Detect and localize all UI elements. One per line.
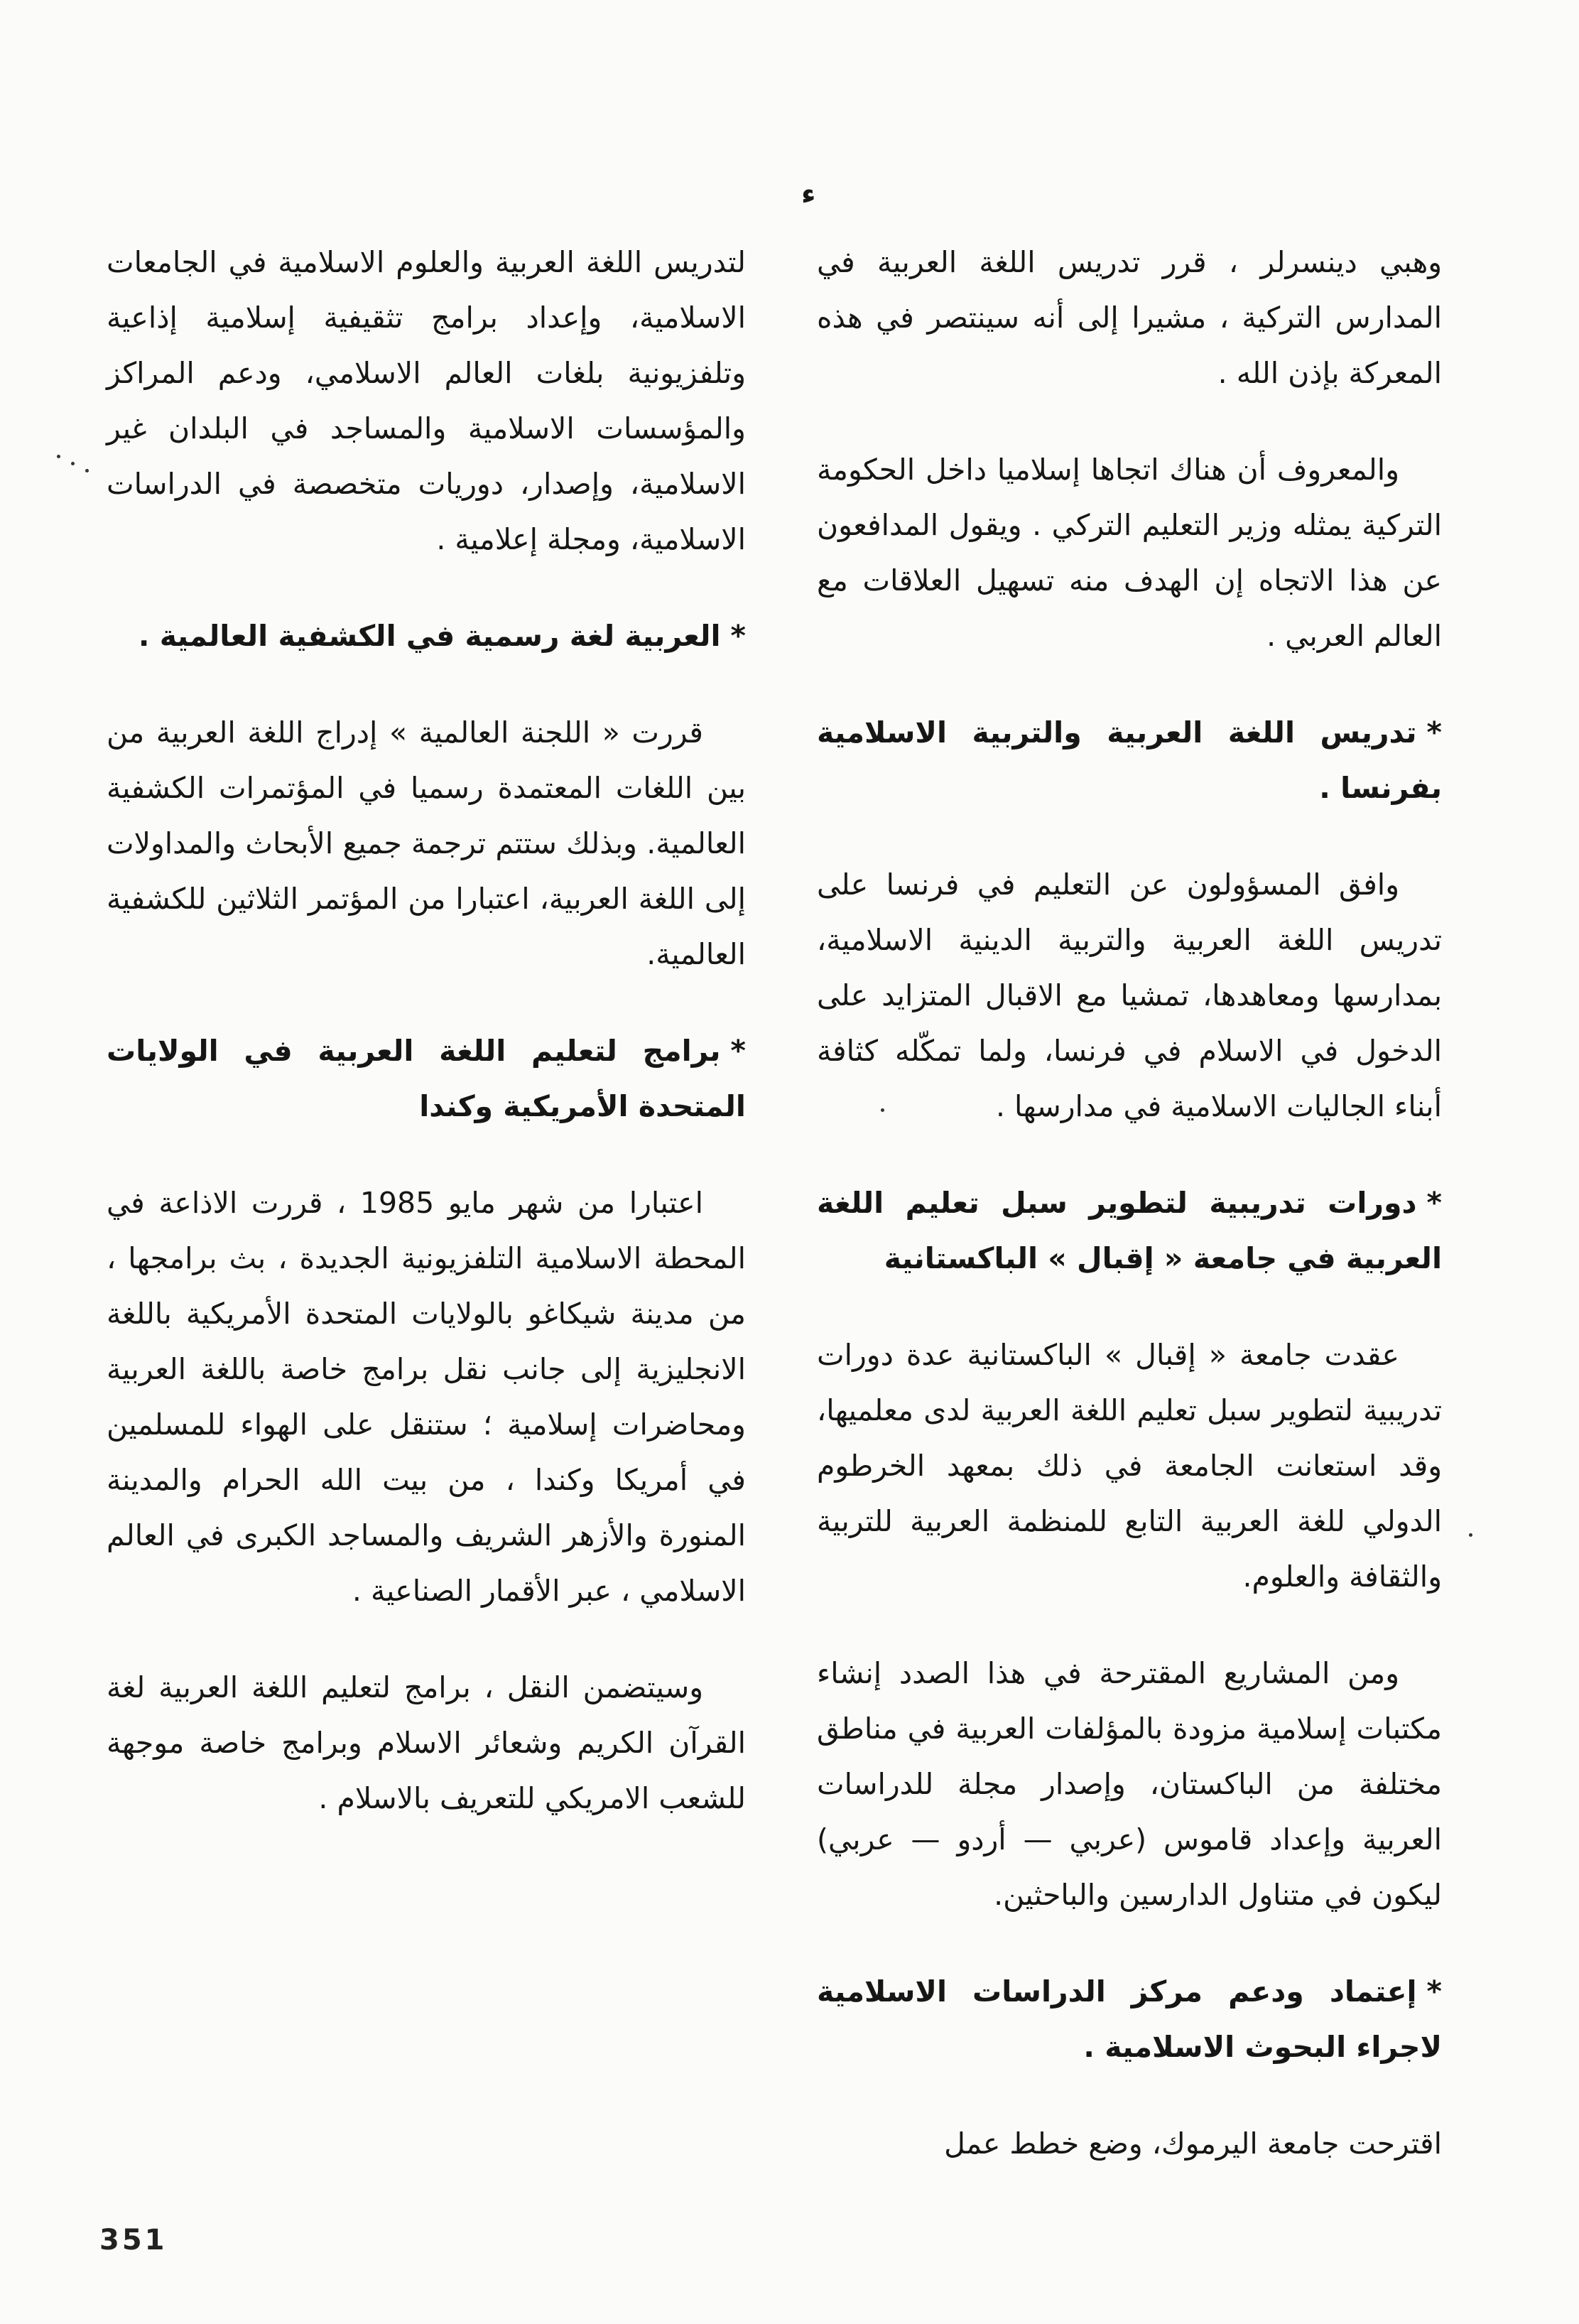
left-column [107, 234, 746, 1867]
left-paragraph-2: قررت « اللجنة العالمية » إدراج اللغة العربية من بين اللغات المعتمدة رسميا في المؤتمرات الكشفية العالمية. وبذلك ستتم ترجمة جميع الأبحاث والمداولات إلى اللغة العربية، اعتبارا من المؤتمر الثلاثين للكشفية العالمية. [107, 715, 746, 971]
asterisk-icon: * [1426, 1186, 1442, 1220]
left-heading-2-text: برامج لتعليم اللغة العربية في الولايات المتحدة الأمريكية وكندا [107, 1034, 746, 1123]
page-number: 351 [99, 2224, 168, 2257]
left-paragraph-3: اعتبارا من شهر مايو 1985 ، قررت الاذاعة في المحطة الاسلامية التلفزيونية الجديدة ، بث برامجها ، من مدينة شيكاغو بالولايات المتحدة الأمريكية باللغة الانجليزية إلى جانب نقل برامج خاصة باللغة العربية ومحاضرات إسلامية ؛ ستنقل على الهواء للمسلمين في أمريكا وكندا ، من بيت الله الحرام والمدينة المنورة والأزهر الشريف والمساجد الكبرى في العالم الاسلامي ، عبر الأقمار الصناعية . [107, 1186, 746, 1608]
scan-speck [57, 455, 60, 458]
right-paragraph-6: اقترحت جامعة اليرموك، وضع خطط عمل [944, 2126, 1442, 2161]
scan-speck [881, 1108, 884, 1112]
left-heading-2 [107, 1023, 746, 1134]
asterisk-icon: * [1426, 1974, 1442, 2009]
right-paragraph-4: عقدت جامعة « إقبال » الباكستانية عدة دورات تدريبية لتطوير سبل تعليم اللغة العربية لدى معلميها، وقد استعانت الجامعة في ذلك بمعهد الخرطوم الدولي للغة العربية التابع للمنظمة العربية للتربية والثقافة والعلوم. [817, 1338, 1442, 1594]
scan-speck [85, 469, 89, 472]
left-paragraph-1: لتدريس اللغة العربية والعلوم الاسلامية في الجامعات الاسلامية، وإعداد برامج تثقيفية إسلامية إذاعية وتلفزيونية بلغات العالم الاسلامي، ودعم المراكز والمؤسسات الاسلامية والمساجد في البلدان غير الاسلامية، وإصدار، دوريات متخصصة في الدراسات الاسلامية، ومجلة إعلامية . [107, 245, 746, 556]
top-mark: ء [801, 178, 816, 210]
right-paragraph-5: ومن المشاريع المقترحة في هذا الصدد إنشاء مكتبات إسلامية مزودة بالمؤلفات العربية في مناطق مختلفة من الباكستان، وإصدار مجلة للدراسات العربية وإعداد قاموس (عربي — أردو — عربي) ليكون في متناول الدارسين والباحثين. [817, 1656, 1442, 1912]
asterisk-icon: * [1426, 715, 1442, 750]
asterisk-icon: * [730, 1034, 746, 1068]
asterisk-icon: * [730, 619, 746, 653]
left-paragraph-4: وسيتضمن النقل ، برامج لتعليم اللغة العربية لغة القرآن الكريم وشعائر الاسلام وبرامج خاصة موجهة للشعب الامريكي للتعريف بالاسلام . [107, 1670, 746, 1815]
scan-speck [1469, 1533, 1472, 1537]
left-heading-1 [107, 608, 746, 664]
right-heading-1-text: تدريس اللغة العربية والتربية الاسلامية بفرنسا . [817, 715, 1442, 805]
left-heading-1-text: العربية لغة رسمية في الكشفية العالمية . [138, 619, 721, 653]
right-paragraph-3: وافق المسؤولون عن التعليم في فرنسا على تدريس اللغة العربية والتربية الدينية الاسلامية، بمدارسها ومعاهدها، تمشيا مع الاقبال المتزايد على الدخول في الاسلام في فرنسا، ولما تمكّله كثافة أبناء الجاليات الاسلامية في مدارسها . [817, 868, 1442, 1123]
scan-speck [71, 462, 75, 465]
right-heading-3-text: إعتماد ودعم مركز الدراسات الاسلامية لاجراء البحوث الاسلامية . [817, 1974, 1442, 2064]
right-heading-3 [817, 1964, 1442, 2075]
right-column [817, 234, 1442, 2212]
right-paragraph-2: والمعروف أن هناك اتجاها إسلاميا داخل الحكومة التركية يمثله وزير التعليم التركي . ويقول المدافعون عن هذا الاتجاه إن الهدف منه تسهيل العلاقات مع العالم العربي . [817, 453, 1442, 653]
right-paragraph-1: وهبي دينسرلر ، قرر تدريس اللغة العربية في المدارس التركية ، مشيرا إلى أنه سينتصر في هذه المعركة بإذن الله . [817, 245, 1442, 390]
right-heading-2 [817, 1175, 1442, 1286]
right-heading-1 [817, 705, 1442, 816]
right-heading-2-text: دورات تدريبية لتطوير سبل تعليم اللغة العربية في جامعة « إقبال » الباكستانية [817, 1186, 1442, 1275]
